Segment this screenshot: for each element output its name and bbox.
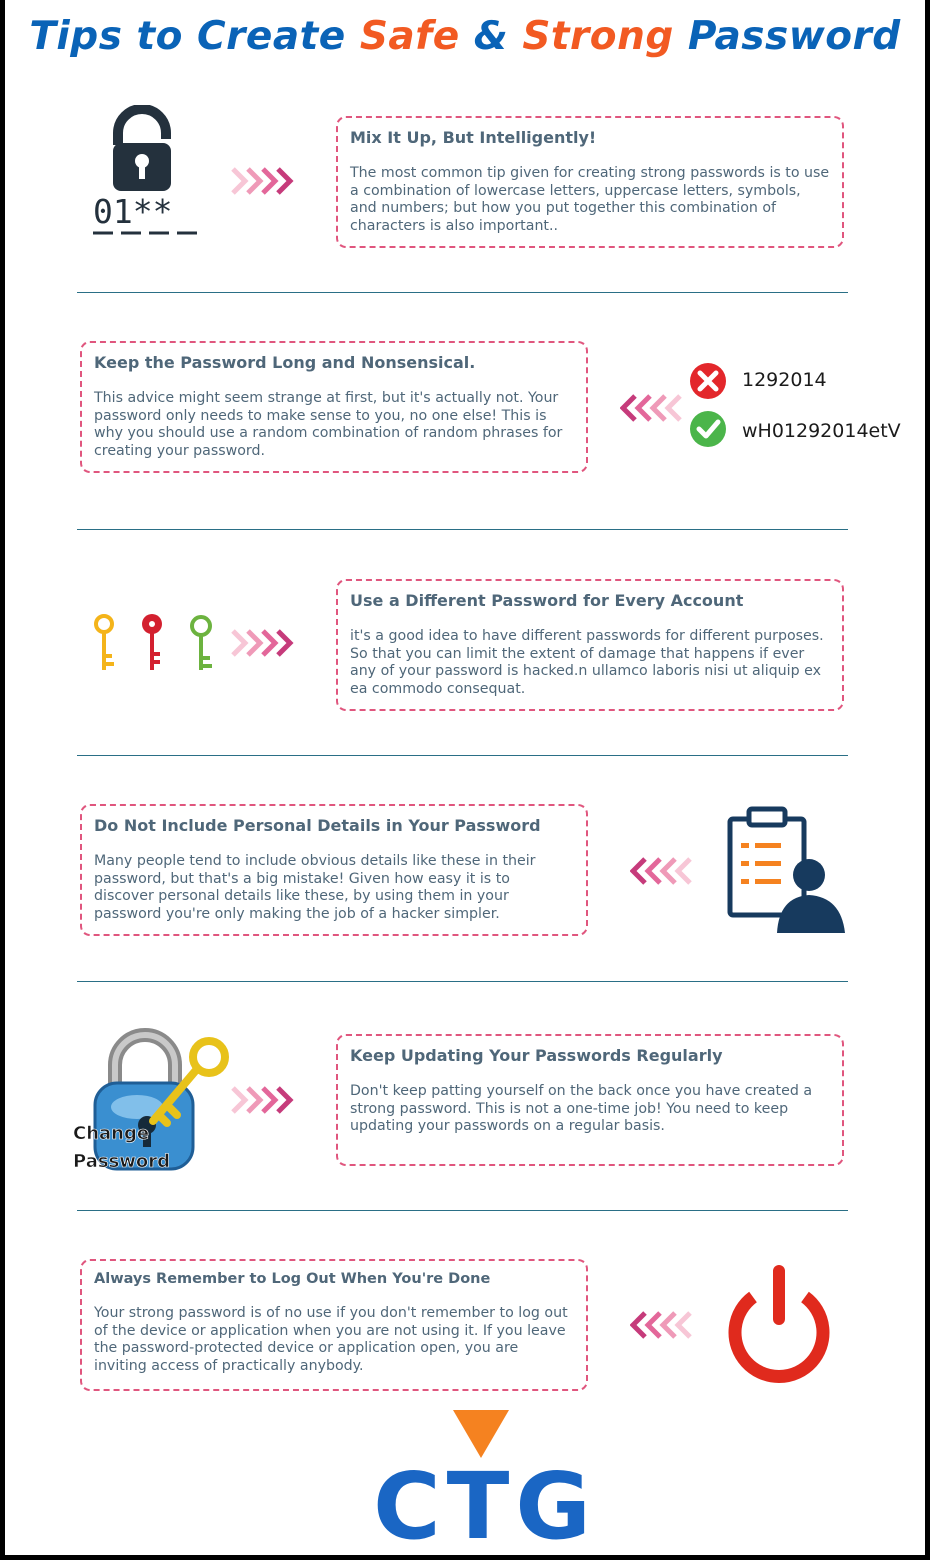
title-text-2: Password (673, 14, 901, 59)
chevrons-left-icon (630, 1310, 696, 1340)
chevrons-right-icon (230, 166, 296, 196)
tip-heading: Keep the Password Long and Nonsensical. (94, 353, 476, 372)
tip-card-mix-it-up (336, 116, 844, 248)
tip-heading: Mix It Up, But Intelligently! (350, 128, 597, 147)
tip-card-keep-updating (336, 1034, 844, 1166)
infographic-page (5, 0, 925, 1555)
tip-heading: Use a Different Password for Every Account (350, 591, 744, 610)
tip-body: The most common tip given for creating strong passwords is to use a combination of lowercase letters, uppercase letters, symbols, and numbers; but how you put together this combination of characters is also important.. (350, 165, 830, 234)
tip-card-different-password (336, 579, 844, 711)
padlock-icon (85, 105, 205, 240)
check-icon (689, 410, 727, 448)
tip-heading: Always Remember to Log Out When You're Done (94, 1271, 491, 1287)
tip-body: Don't keep patting yourself on the back once you have created a strong password. This is not a one-time job! You need to keep updating your passwords on a regular basis. (350, 1083, 813, 1134)
tip-body: Your strong password is of no use if you don't remember to log out of the device or application when you are not using it. If you leave the password-protected device or application open, you are inviting access of practically anybody. (94, 1305, 568, 1374)
section-divider (77, 981, 848, 982)
section-divider (77, 292, 848, 293)
title-text-amp: & (459, 14, 523, 59)
tip-card-log-out (80, 1259, 588, 1391)
tip-body: This advice might seem strange at first, but it's actually not. Your password only needs to make sense to you, no one else! This is why you should use a random combination of random phrases for creating your password. (94, 390, 563, 459)
tip-heading: Do Not Include Personal Details in Your Password (94, 816, 541, 835)
bad-password-example: 1292014 (742, 369, 827, 391)
page-title (5, 14, 925, 59)
logo-text: CTG (373, 1453, 597, 1545)
change-text: Change (73, 1123, 150, 1144)
tip-heading: Keep Updating Your Passwords Regularly (350, 1046, 723, 1065)
section-divider (77, 1210, 848, 1211)
cross-icon (689, 362, 727, 400)
chevrons-right-icon (230, 1085, 296, 1115)
ctg-logo (345, 1410, 625, 1545)
logo-triangle (453, 1410, 509, 1458)
chevrons-left-icon (630, 856, 696, 886)
chevrons-left-icon (620, 393, 686, 423)
power-icon (723, 1263, 835, 1387)
change-password-lock-icon (67, 1025, 235, 1177)
good-password-example: wH01292014etV (742, 420, 901, 442)
password-text: Password (73, 1151, 171, 1172)
tip-body: Many people tend to include obvious details like these in their password, but that's a big mistake! Given how easy it is to discover personal details like these, by using them in your password you're only making the job of a hacker simpler. (94, 853, 536, 922)
chevrons-right-icon (230, 628, 296, 658)
lock-code-text: 01** (93, 192, 173, 231)
keys-icon (88, 612, 218, 676)
tip-card-long-nonsensical (80, 341, 588, 473)
section-divider (77, 755, 848, 756)
section-divider (77, 529, 848, 530)
title-text-1: Tips to Create (29, 14, 360, 59)
title-highlight-strong: Strong (522, 14, 674, 59)
tip-body: it's a good idea to have different passwords for different purposes. So that you can limit the extent of damage that happens if ever any of your password is hacked.n ullamco laboris nisi ut aliquip ex ea commodo consequat. (350, 628, 824, 697)
clipboard-user-icon (725, 805, 850, 937)
tip-card-personal-details (80, 804, 588, 936)
title-highlight-safe: Safe (359, 14, 460, 59)
